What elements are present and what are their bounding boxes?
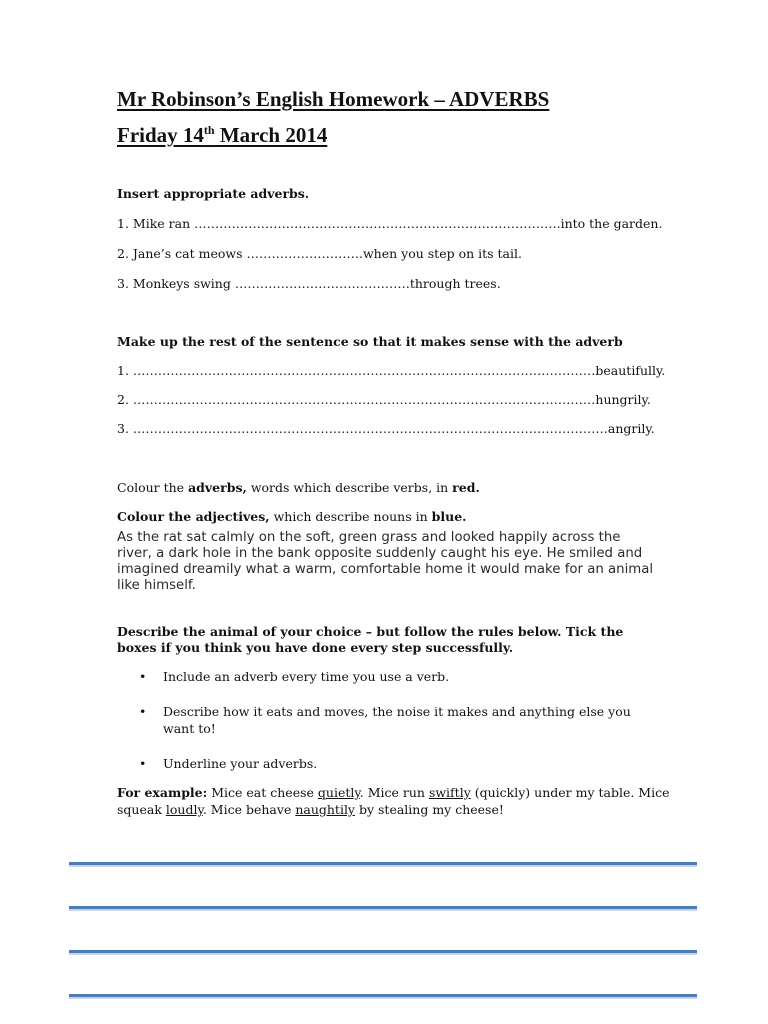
worksheet [117, 86, 670, 818]
date-month-year: March 2014 [214, 123, 328, 147]
writing-line-2 [69, 906, 697, 911]
worksheet-date [117, 122, 657, 148]
example-paragraph: For example: Mice eat cheese quietly. Mice run swiftly (quickly) under my table. Mice squeak loudly. Mice behave naughtily by stealing my cheese! [117, 785, 670, 817]
section2-item-1: 1. …………………………………………………………………………………………………beautifully. [117, 363, 666, 378]
bullet-icon: • [139, 756, 147, 771]
rat-passage: As the rat sat calmly on the soft, green grass and looked happily across the river, a dark hole in the bank opposite suddenly caught his eye. He smiled and imagined dreamily what a warm, comfortable home it would make for an animal like himself. [117, 530, 654, 593]
section1-item-1: 1. Mike ran …………………………………………………………………………….into the garden. [117, 216, 663, 231]
section2-item-2: 2. …………………………………………………………………………………………………hungrily. [117, 392, 651, 407]
date-ordinal: th [203, 123, 215, 137]
section1-heading: Insert appropriate adverbs. [117, 186, 310, 201]
worksheet-title: Mr Robinson’s English Homework – ADVERBS [117, 87, 550, 111]
section2-heading: Make up the rest of the sentence so that it makes sense with the adverb [117, 334, 623, 349]
rules-list [117, 668, 657, 772]
bullet-icon: • [139, 704, 147, 719]
section1-item-2: 2. Jane’s cat meows ……………………….when you step on its tail. [117, 246, 522, 261]
writing-line-1 [69, 862, 697, 867]
bullet-icon: • [139, 669, 147, 684]
rule-item-2: • Describe how it eats and moves, the noise it makes and anything else you want to! [139, 704, 631, 736]
writing-line-3 [69, 950, 697, 955]
rule-item-3: • Underline your adverbs. [139, 756, 318, 771]
colour-adjectives-instruction: Colour the adjectives, which describe nouns in blue. [117, 509, 467, 524]
section1-item-3: 3. Monkeys swing ……………………………………through trees. [117, 276, 501, 291]
colour-adverbs-instruction: Colour the adverbs, words which describe verbs, in red. [117, 480, 480, 495]
writing-line-4 [69, 994, 697, 999]
rule-item-1: • Include an adverb every time you use a verb. [139, 669, 450, 684]
date-day: Friday 14 [117, 123, 204, 147]
section2-item-3: 3. ……………………………………………………………………………………………………angrily. [117, 421, 655, 436]
section4-heading: Describe the animal of your choice – but follow the rules below. Tick the boxes if you think you have done every step successfully. [117, 624, 624, 655]
